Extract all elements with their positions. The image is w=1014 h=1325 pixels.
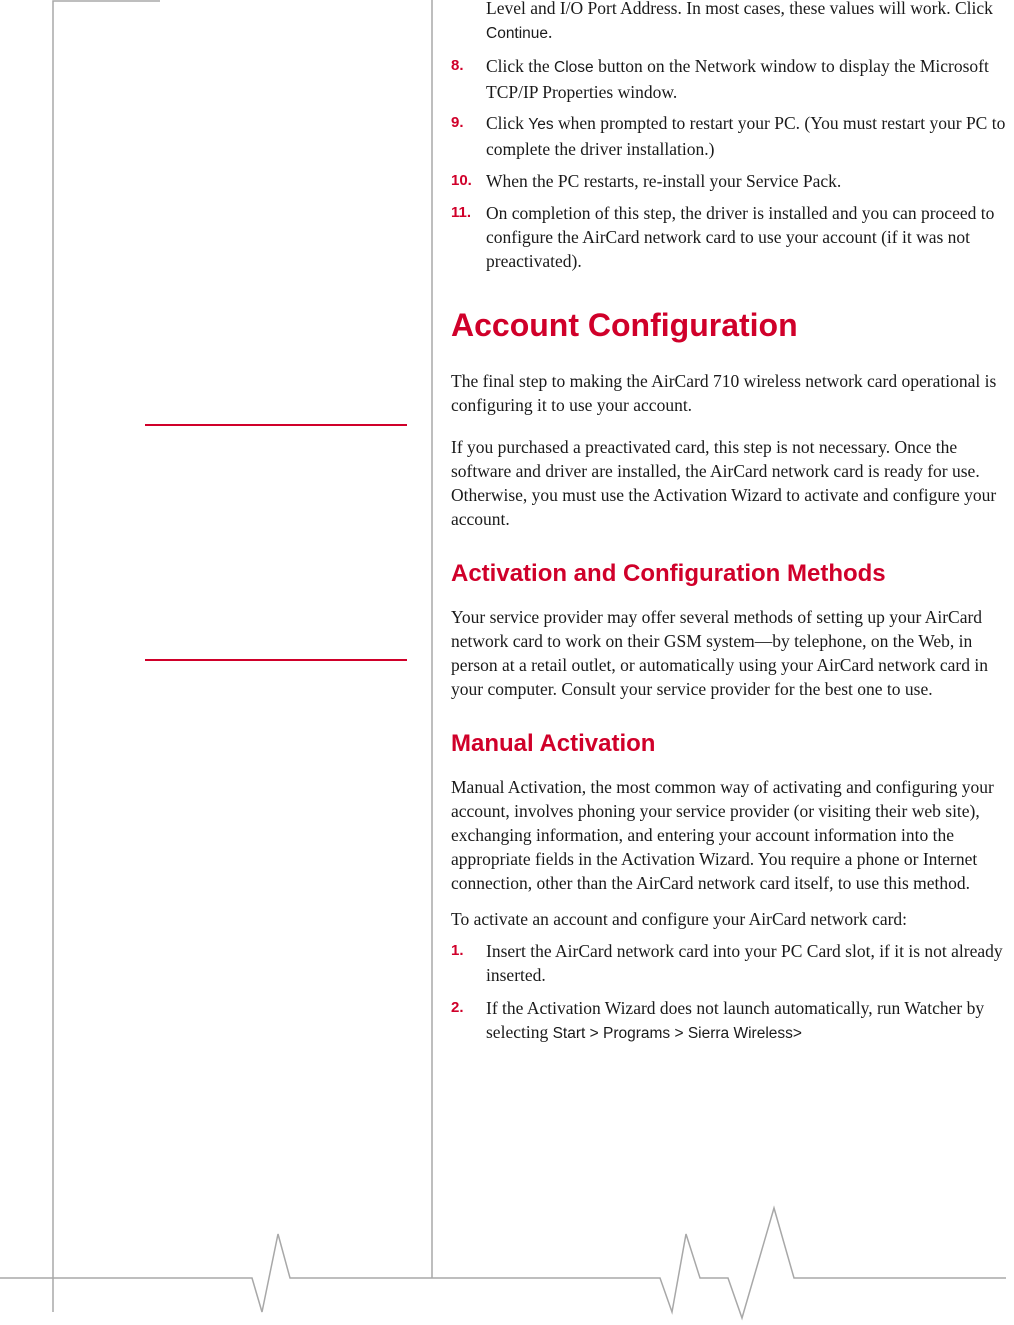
continue-ui-label: Continue: [486, 25, 549, 42]
list-item: Level and I/O Port Address. In most cases, these values will work. Click Continue.: [486, 0, 993, 42]
account-config-paragraph-1: The final step to making the AirCard 710 wireless network card operational is configuring it to use your account.: [451, 371, 997, 415]
step-number: 2.: [451, 999, 464, 1016]
margin-rule-bottom: [145, 659, 407, 661]
manual-activation-paragraph-2: To activate an account and configure your AirCard network card:: [451, 909, 908, 929]
list-item: 10. When the PC restarts, re-install your Service Pack.: [451, 171, 842, 191]
list-item: 9. Click Yes when prompted to restart your PC. (You must restart your PC to complete the driver installation.): [451, 113, 1006, 159]
list-item: 1. Insert the AirCard network card into your PC Card slot, if it is not already inserted.: [451, 941, 1003, 985]
margin-rule-top: [145, 424, 407, 426]
main-content: [451, 0, 1011, 1046]
close-ui-label: Close: [554, 59, 594, 76]
manual-activation-heading: Manual Activation: [451, 730, 656, 757]
activation-methods-heading: Activation and Configuration Methods: [451, 560, 886, 587]
activation-steps-list: [451, 939, 1011, 1046]
step-number: 9.: [451, 114, 464, 131]
list-item: 11. On completion of this step, the driver is installed and you can proceed to configure the AirCard network card to use your account (if it was not preactivated).: [451, 203, 995, 271]
manual-activation-paragraph-1: Manual Activation, the most common way of activating and configuring your account, involves phoning your service provider (or visiting their web site), exchanging information, and entering your account information into the appropriate fields in the Activation Wizard. You require a phone or Internet connection, other than the AirCard network card itself, to use this method.: [451, 777, 994, 893]
list-item: 8. Click the Close button on the Network window to display the Microsoft TCP/IP Properties window.: [451, 56, 989, 102]
list-item: 2. If the Activation Wizard does not launch automatically, run Watcher by selecting Start > Programs > Sierra Wireless>: [451, 998, 985, 1042]
step-number: 11.: [451, 204, 472, 221]
account-config-paragraph-2: If you purchased a preactivated card, this step is not necessary. Once the software and driver are installed, the AirCard network card is ready for use. Otherwise, you must use the Activation Wizard to activate and configure your account.: [451, 437, 997, 529]
account-configuration-heading: Account Configuration: [451, 307, 798, 343]
step-number: 1.: [451, 942, 464, 959]
step-number: 10.: [451, 172, 472, 189]
step-number: 8.: [451, 57, 464, 74]
activation-methods-paragraph: Your service provider may offer several methods of setting up your AirCard network card to work on their GSM system—by telephone, on the Web, in person at a retail outlet, or automatically using your AirCard network card in your computer. Consult your service provider for the best one to use.: [451, 607, 988, 699]
start-menu-path-label: Start > Programs > Sierra Wireless>: [552, 1025, 802, 1042]
yes-ui-label: Yes: [528, 116, 554, 133]
install-steps-list: [451, 0, 1011, 273]
